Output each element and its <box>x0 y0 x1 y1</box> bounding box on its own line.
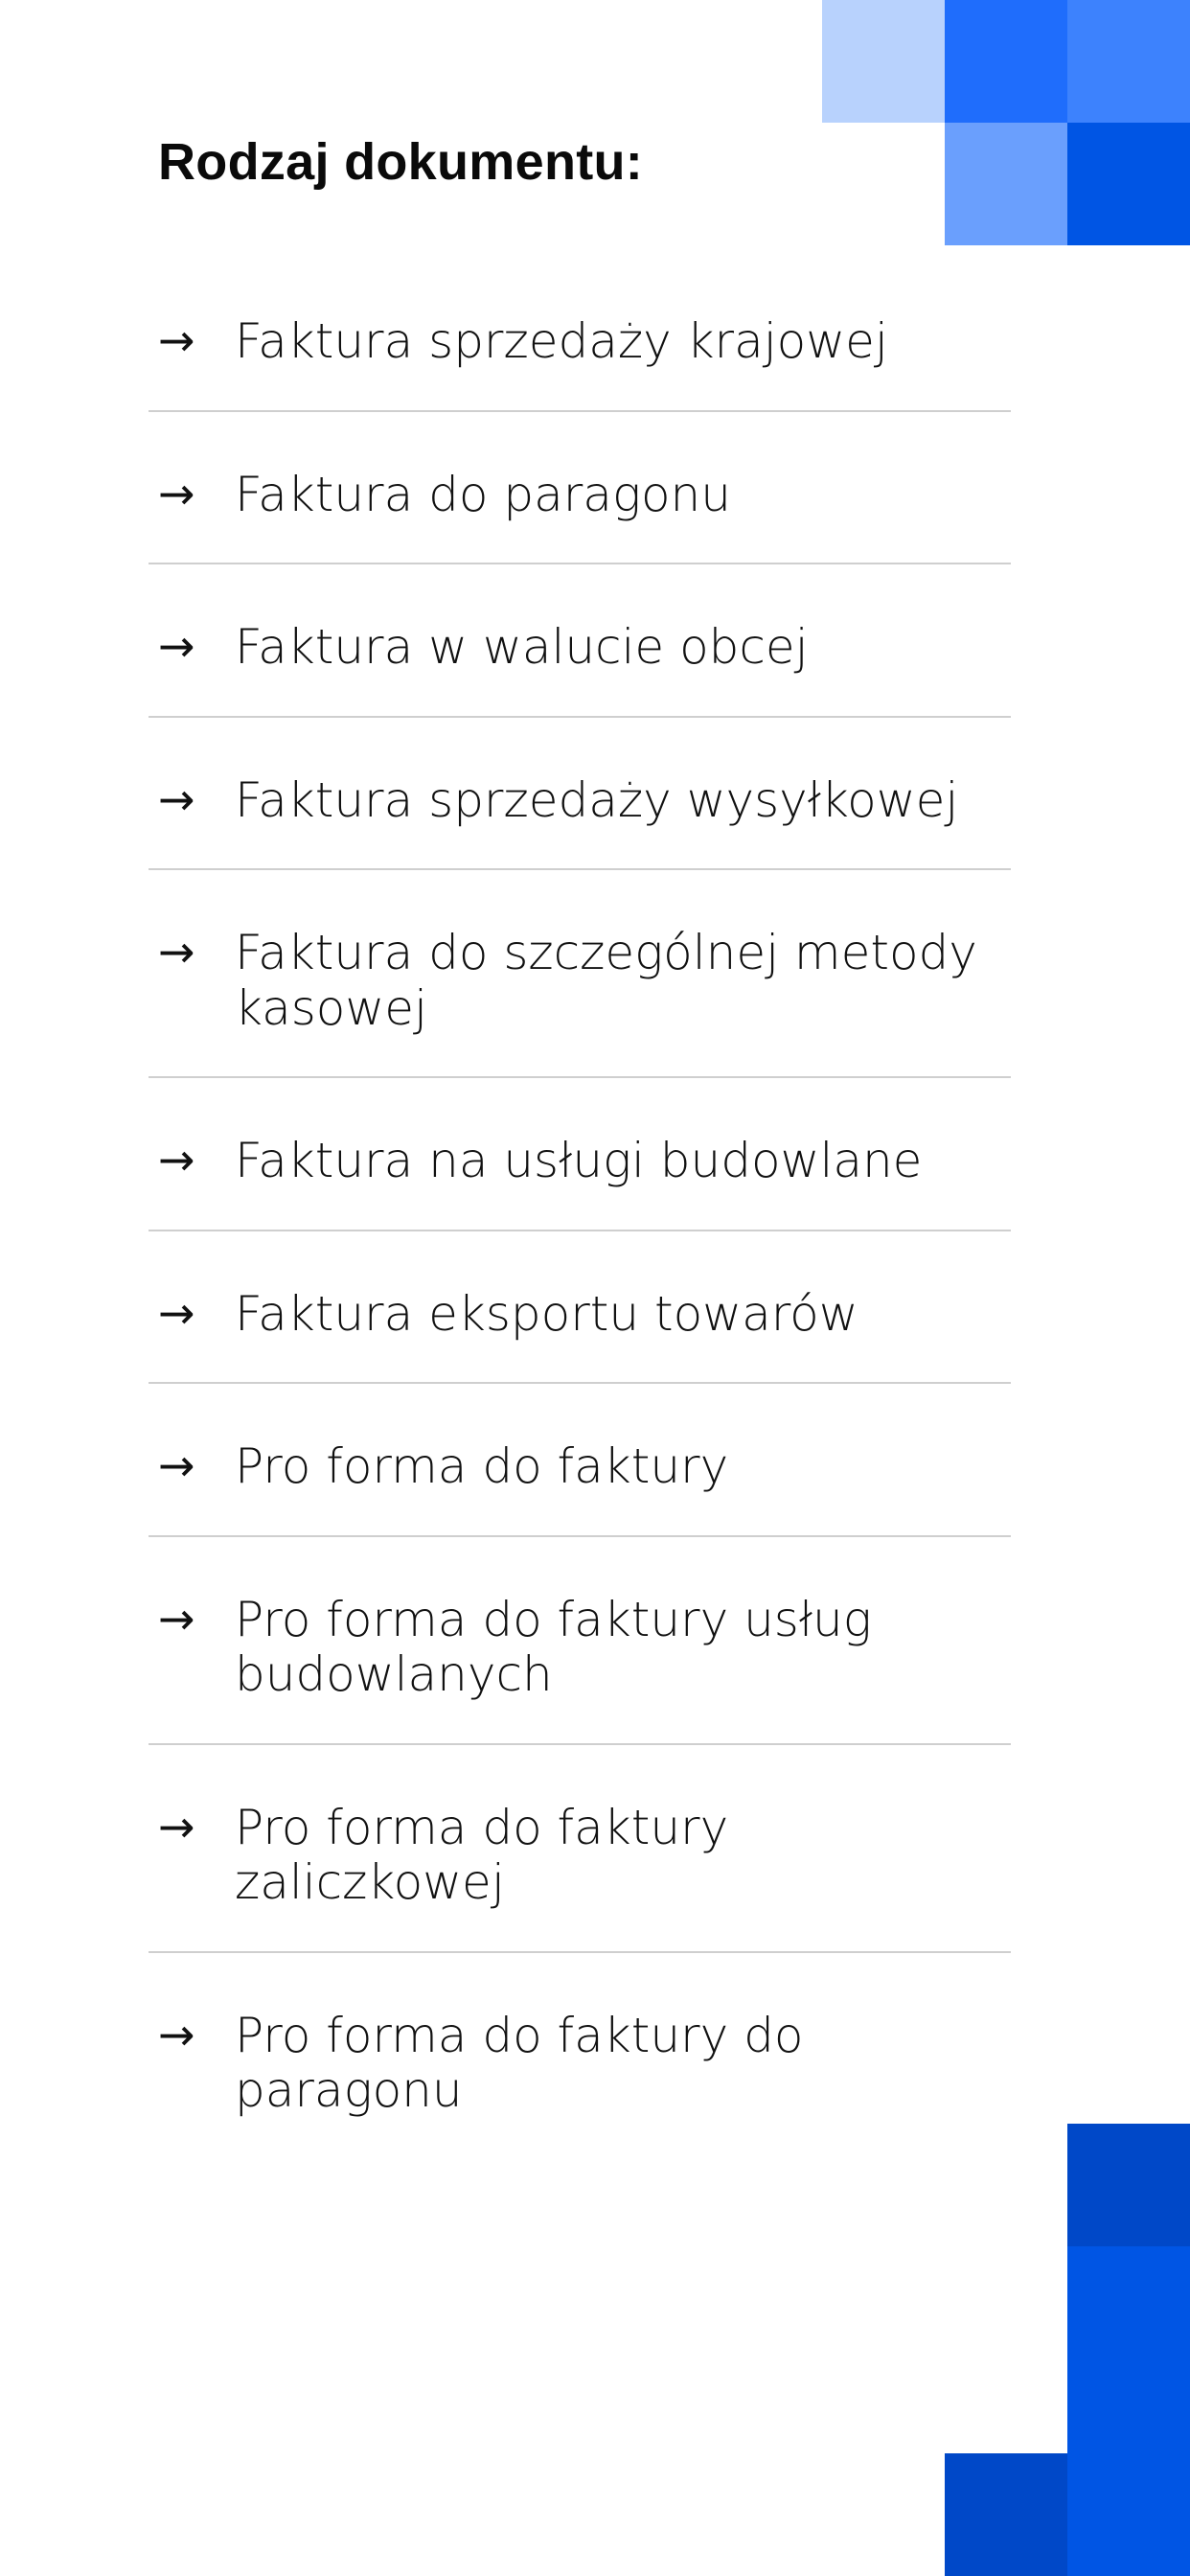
arrow-right-icon: → <box>158 314 195 366</box>
decor-block <box>945 123 1067 245</box>
list-item-label: Pro forma do faktury do paragonu <box>235 2007 804 2118</box>
list-item-label: Faktura sprzedaży wysyłkowej <box>235 771 959 828</box>
list-item-label: Faktura do paragonu <box>235 466 731 522</box>
list-item-label: Pro forma do faktury <box>235 1438 729 1494</box>
decor-block <box>1067 2124 1190 2246</box>
list-item-label: Faktura do szczególnej metody kasowej <box>235 925 977 1036</box>
list-item-label: Pro forma do faktury zaliczkowej <box>235 1799 729 1910</box>
list-item[interactable] <box>149 259 1011 412</box>
decor-block <box>1067 2246 1190 2576</box>
list-item[interactable] <box>149 1384 1011 1537</box>
decor-block <box>822 0 945 123</box>
list-item[interactable] <box>149 1953 1011 2159</box>
list-item[interactable] <box>149 412 1011 565</box>
decor-block <box>945 0 1067 123</box>
document-type-list <box>149 259 1011 2159</box>
arrow-right-icon: → <box>158 1286 195 1339</box>
arrow-right-icon: → <box>158 2008 195 2060</box>
arrow-right-icon: → <box>158 1439 195 1491</box>
page-title: Rodzaj dokumentu: <box>158 133 644 191</box>
arrow-right-icon: → <box>158 1134 195 1185</box>
list-item[interactable] <box>149 564 1011 718</box>
list-item[interactable] <box>149 1078 1011 1231</box>
list-item[interactable] <box>149 1745 1011 1953</box>
list-item[interactable] <box>149 870 1011 1078</box>
arrow-right-icon: → <box>158 926 195 978</box>
arrow-right-icon: → <box>158 620 195 672</box>
list-item-label: Pro forma do faktury usług budowlanych <box>235 1591 872 1702</box>
decor-block <box>1067 0 1190 123</box>
list-item-label: Faktura na usługi budowlane <box>235 1133 923 1188</box>
decor-block <box>945 2453 1067 2576</box>
list-item-label: Faktura sprzedaży krajowej <box>235 313 888 369</box>
list-item-label: Faktura w walucie obcej <box>235 619 809 675</box>
list-item-label: Faktura eksportu towarów <box>235 1285 858 1342</box>
list-item[interactable] <box>149 1537 1011 1745</box>
arrow-right-icon: → <box>158 1800 195 1852</box>
list-item[interactable] <box>149 1231 1011 1385</box>
list-item[interactable] <box>149 718 1011 871</box>
arrow-right-icon: → <box>158 467 195 519</box>
arrow-right-icon: → <box>158 772 195 825</box>
decor-block <box>1067 123 1190 245</box>
arrow-right-icon: → <box>158 1592 195 1644</box>
